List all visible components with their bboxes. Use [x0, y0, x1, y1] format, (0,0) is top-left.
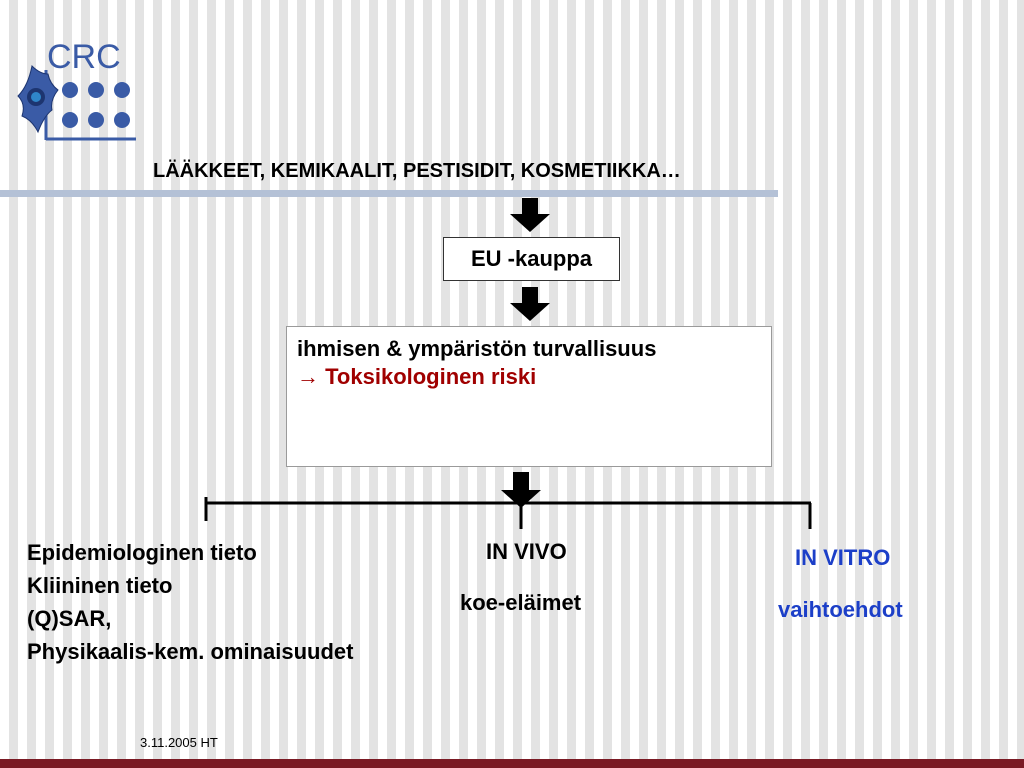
page-heading: LÄÄKKEET, KEMIKAALIT, PESTISIDIT, KOSMETIIKKA…: [153, 160, 681, 182]
list-item: Physikaalis-kem. ominaisuudet: [27, 639, 354, 664]
in-vivo-subtitle: koe-eläimet: [460, 590, 582, 615]
in-vivo-title: IN VIVO: [486, 539, 567, 564]
branch-connector: [205, 497, 811, 529]
bottom-bar: [0, 759, 1024, 768]
right-arrow-icon: →: [297, 364, 319, 389]
down-arrow-icon: [510, 198, 550, 232]
list-item: Epidemiologinen tieto: [27, 540, 257, 565]
down-arrow-icon: [510, 287, 550, 321]
in-vitro-subtitle: vaihtoehdot: [778, 597, 903, 622]
list-item: Kliininen tieto: [27, 573, 173, 598]
footer-date: 3.11.2005 HT: [140, 735, 218, 750]
data-sources-list: [27, 536, 353, 668]
eu-trade-label: EU -kauppa: [470, 246, 593, 271]
safety-title: ihmisen & ympäristön turvallisuus: [297, 336, 657, 361]
logo-text: CRC: [47, 38, 121, 76]
list-item: (Q)SAR,: [27, 606, 112, 631]
risk-label: Toksikologinen riski: [325, 364, 537, 389]
in-vitro-title: IN VITRO: [795, 545, 891, 570]
